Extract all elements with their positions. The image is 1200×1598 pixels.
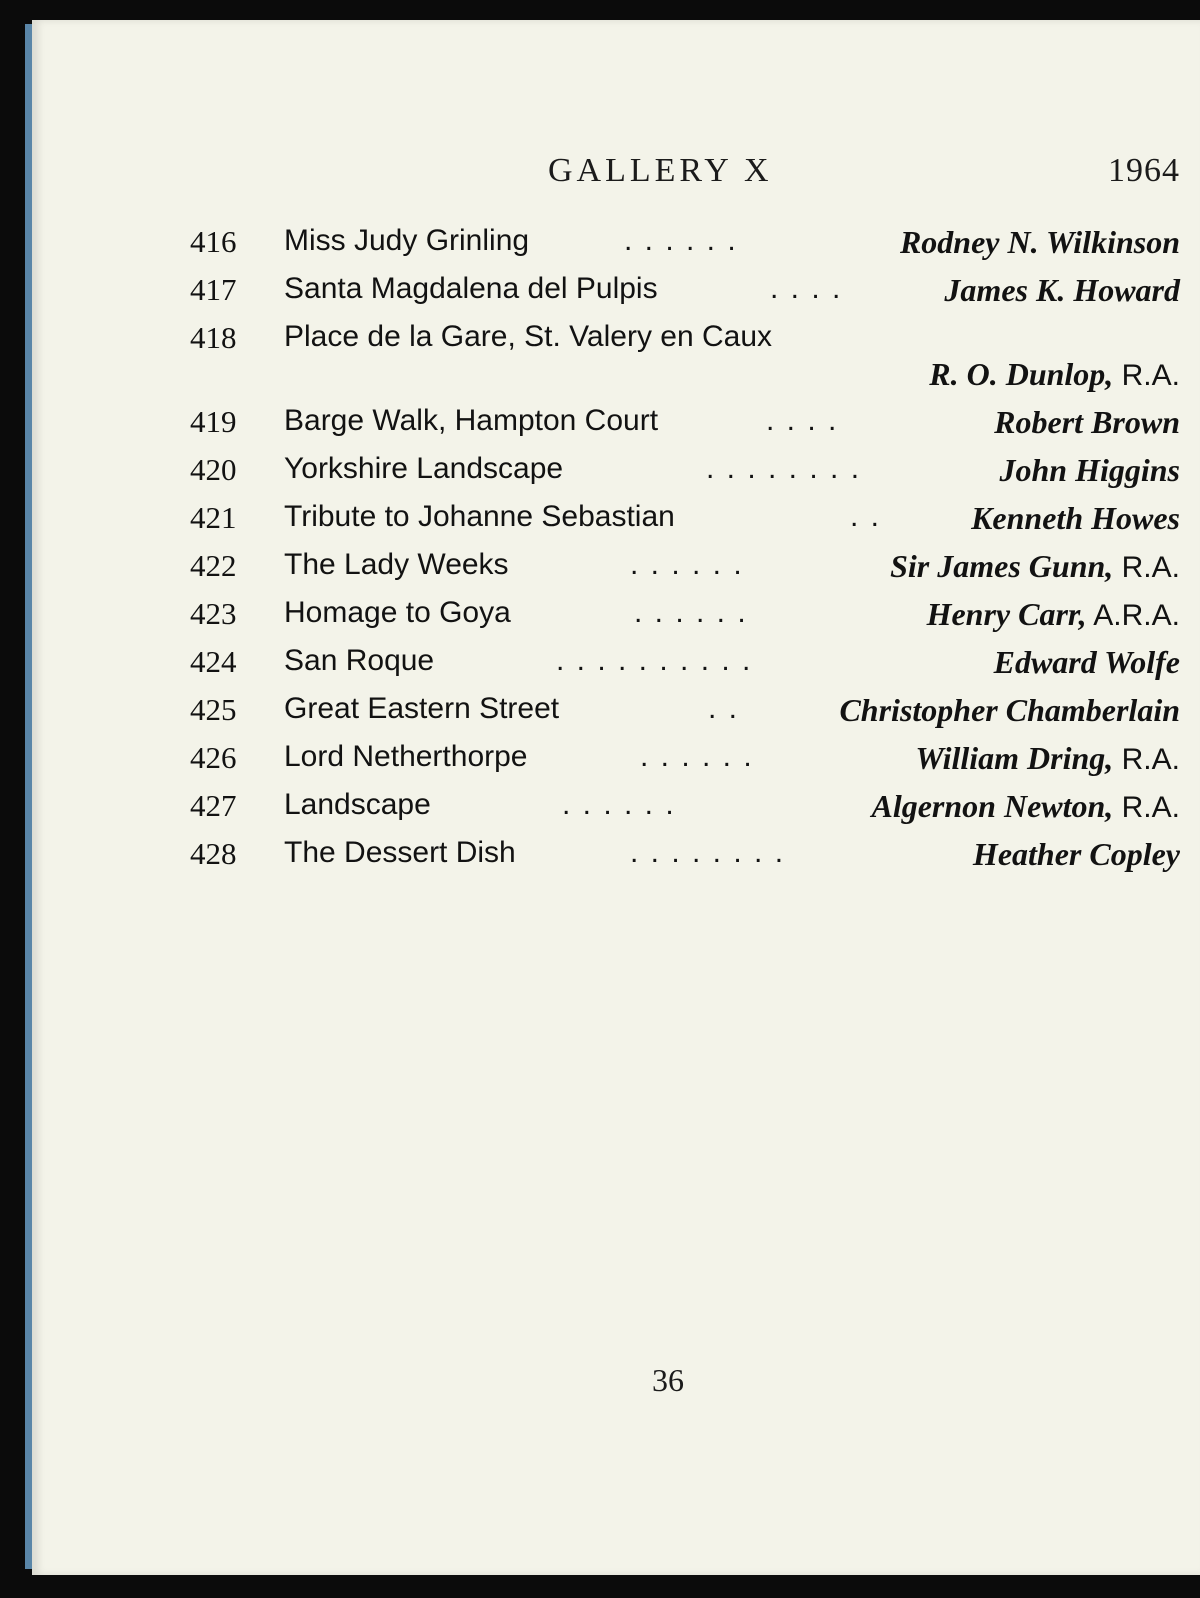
catalogue-page [32,20,1200,1575]
artist-name: Heather Copley [972,836,1180,872]
entry-number: 420 [190,452,237,487]
artist-name: Kenneth Howes [971,500,1180,536]
artist-name: John Higgins [999,452,1180,488]
artist-name: Robert Brown [994,404,1180,440]
dot-leader: . . . . . . . . [630,836,786,869]
artist-honours: R.A. [1121,551,1180,584]
entry-title: Tribute to Johanne Sebastian [284,500,675,533]
entry-title: Lord Netherthorpe [284,740,528,773]
entry-artist [890,548,1180,585]
dot-leader: . . . . . . . . [706,452,862,485]
entry-number: 424 [190,644,237,679]
dot-leader: . . . . . . [630,548,744,581]
catalogue-entry [190,224,1180,272]
artist-name: Sir James Gunn, [890,548,1114,584]
entry-artist [999,452,1180,489]
artist-name: Algernon Newton, [871,788,1114,824]
catalogue-entry [190,836,1180,884]
entry-title: Barge Walk, Hampton Court [284,404,659,437]
entry-number: 422 [190,548,237,583]
dot-leader: . . [708,692,740,725]
dot-leader: . . . . [770,272,843,305]
artist-honours: R.A. [1121,359,1180,392]
artist-honours: R.A. [1121,743,1180,776]
entry-number: 421 [190,500,237,535]
entry-title: Yorkshire Landscape [284,452,564,485]
entry-artist [971,500,1180,537]
dot-leader: . . . . [766,404,839,437]
catalogue-entry [190,548,1180,596]
entry-artist [871,788,1180,825]
artist-honours: A.R.A. [1093,599,1180,632]
catalogue-entry [190,272,1180,320]
entry-title: Miss Judy Grinling [284,224,530,257]
artist-name: William Dring, [915,740,1114,776]
catalogue-entry [190,500,1180,548]
entry-title: Place de la Gare, St. Valery en Caux [284,320,773,353]
entry-artist [900,224,1180,261]
entry-title: Homage to Goya [284,596,511,629]
dot-leader: . . . . . . [624,224,738,257]
entry-number: 428 [190,836,237,871]
catalogue-entry [190,404,1180,452]
artist-name: Rodney N. Wilkinson [899,224,1180,260]
entry-title: Great Eastern Street [284,692,560,725]
entry-number: 419 [190,404,237,439]
catalogue-entries [190,224,1180,884]
entry-title: The Lady Weeks [284,548,509,581]
entry-number: 417 [190,272,237,307]
artist-name: Henry Carr, [926,596,1087,632]
artist-name: R. O. Dunlop, [929,356,1114,392]
dot-leader: . . . . . . [562,788,676,821]
entry-artist [915,740,1180,777]
page-number: 36 [652,1362,684,1398]
entry-artist [839,692,1180,729]
dot-leader: . . [850,500,882,533]
artist-name: Christopher Chamberlain [839,692,1180,728]
entry-number: 418 [190,320,237,355]
entry-artist [927,596,1180,633]
entry-artist [944,272,1180,309]
entry-artist [929,356,1180,393]
dot-leader: . . . . . . [634,596,748,629]
artist-name: James K. Howard [944,272,1180,308]
entry-number: 425 [190,692,237,727]
entry-title: The Dessert Dish [284,836,516,869]
artist-name: Edward Wolfe [993,644,1180,680]
entry-title: San Roque [284,644,435,677]
dot-leader: . . . . . . . . . . [556,644,753,677]
dot-leader: . . . . . . [640,740,754,773]
catalogue-entry [190,452,1180,500]
catalogue-entry [190,788,1180,836]
catalogue-entry [190,740,1180,788]
artist-honours: R.A. [1121,791,1180,824]
catalogue-entry [190,596,1180,644]
catalogue-entry [190,320,1180,404]
entry-artist [994,404,1180,441]
entry-title: Santa Magdalena del Pulpis [284,272,658,305]
catalogue-entry [190,644,1180,692]
running-head [32,152,1200,192]
gallery-title: GALLERY X [548,152,773,189]
entry-number: 427 [190,788,237,823]
entry-number: 423 [190,596,237,631]
year: 1964 [1108,152,1180,189]
entry-number: 426 [190,740,237,775]
entry-title: Landscape [284,788,431,821]
entry-artist [973,836,1180,873]
entry-artist [994,644,1180,681]
entry-number: 416 [190,224,237,259]
catalogue-entry [190,692,1180,740]
